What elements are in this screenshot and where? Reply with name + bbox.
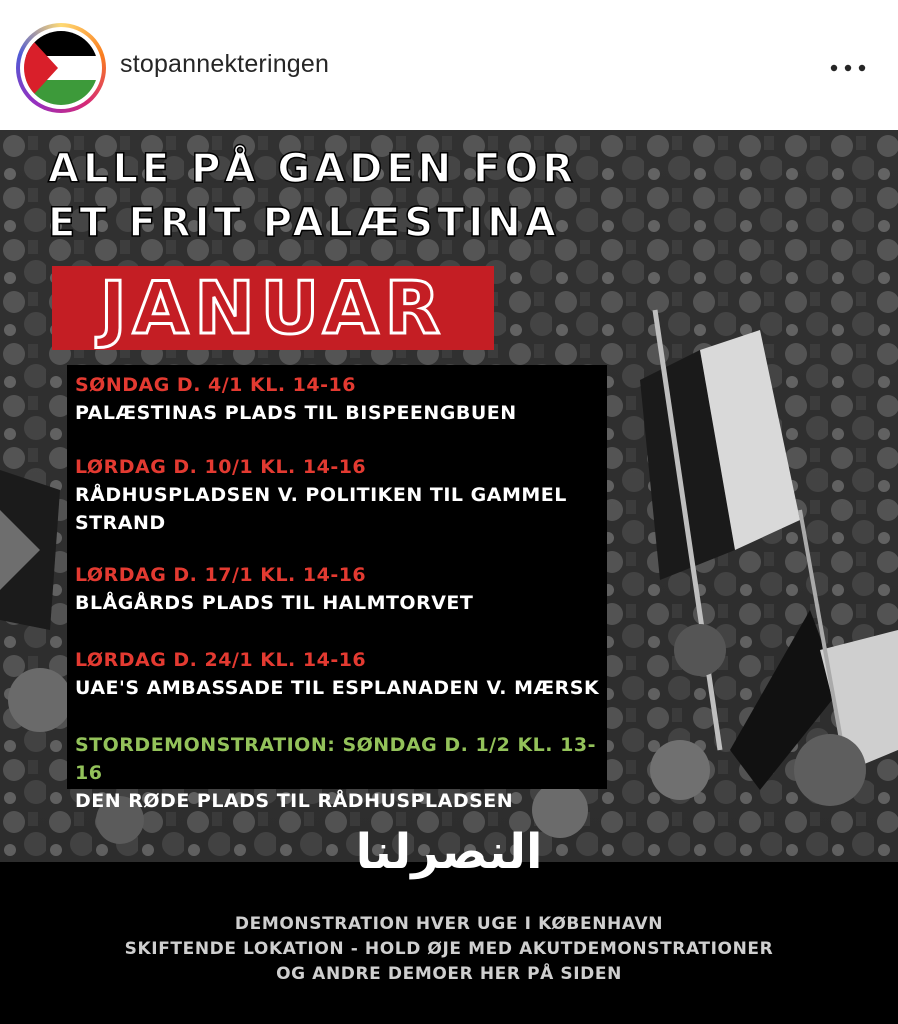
username[interactable]: stopannekteringen	[120, 50, 330, 78]
event-date: LØRDAG D. 24/1 KL. 14-16	[75, 649, 367, 671]
story-ring[interactable]	[16, 23, 106, 113]
month-label: JANUAR	[99, 266, 447, 350]
avatar-frame	[20, 27, 102, 109]
more-options-button[interactable]	[826, 56, 870, 80]
event-place: BLÅGÅRDS PLADS TIL HALMTORVET	[75, 592, 474, 614]
list-item	[75, 731, 607, 815]
month-banner	[52, 266, 494, 350]
events-list	[67, 365, 607, 812]
event-place: PALÆSTINAS PLADS TIL BISPEENGBUEN	[75, 402, 517, 424]
footer-line-3: OG ANDRE DEMOER HER PÅ SIDEN	[276, 964, 622, 984]
post-image[interactable]	[0, 130, 898, 1024]
more-horizontal-icon	[826, 56, 870, 80]
arabic-slogan: النصرلنا	[355, 824, 543, 880]
palestine-flag-icon	[24, 31, 98, 105]
event-place: DEN RØDE PLADS TIL RÅDHUSPLADSEN	[75, 790, 514, 812]
list-item	[75, 646, 599, 702]
avatar[interactable]	[24, 31, 98, 105]
event-date: STORDEMONSTRATION: SØNDAG D. 1/2 KL. 13-16	[75, 734, 596, 784]
post-title-line-2: ET FRIT PALÆSTINA	[48, 200, 560, 246]
event-place: RÅDHUSPLADSEN V. POLITIKEN TIL GAMMEL	[75, 484, 567, 506]
event-place: UAE'S AMBASSADE TIL ESPLANADEN V. MÆRSK	[75, 677, 600, 699]
post-header	[0, 0, 898, 130]
event-date: LØRDAG D. 10/1 KL. 14-16	[75, 456, 367, 478]
event-place-continued: STRAND	[75, 512, 166, 534]
event-date: LØRDAG D. 17/1 KL. 14-16	[75, 564, 367, 586]
footer-line-1: DEMONSTRATION HVER UGE I KØBENHAVN	[234, 914, 664, 934]
list-item	[75, 371, 517, 427]
event-date: SØNDAG D. 4/1 KL. 14-16	[75, 374, 356, 396]
post-title-line-1: ALLE PÅ GADEN FOR	[48, 146, 578, 192]
list-item	[75, 561, 473, 617]
list-item	[75, 453, 567, 537]
footer-line-2: SKIFTENDE LOKATION - HOLD ØJE MED AKUTDEMONSTRATIONER	[124, 939, 774, 959]
